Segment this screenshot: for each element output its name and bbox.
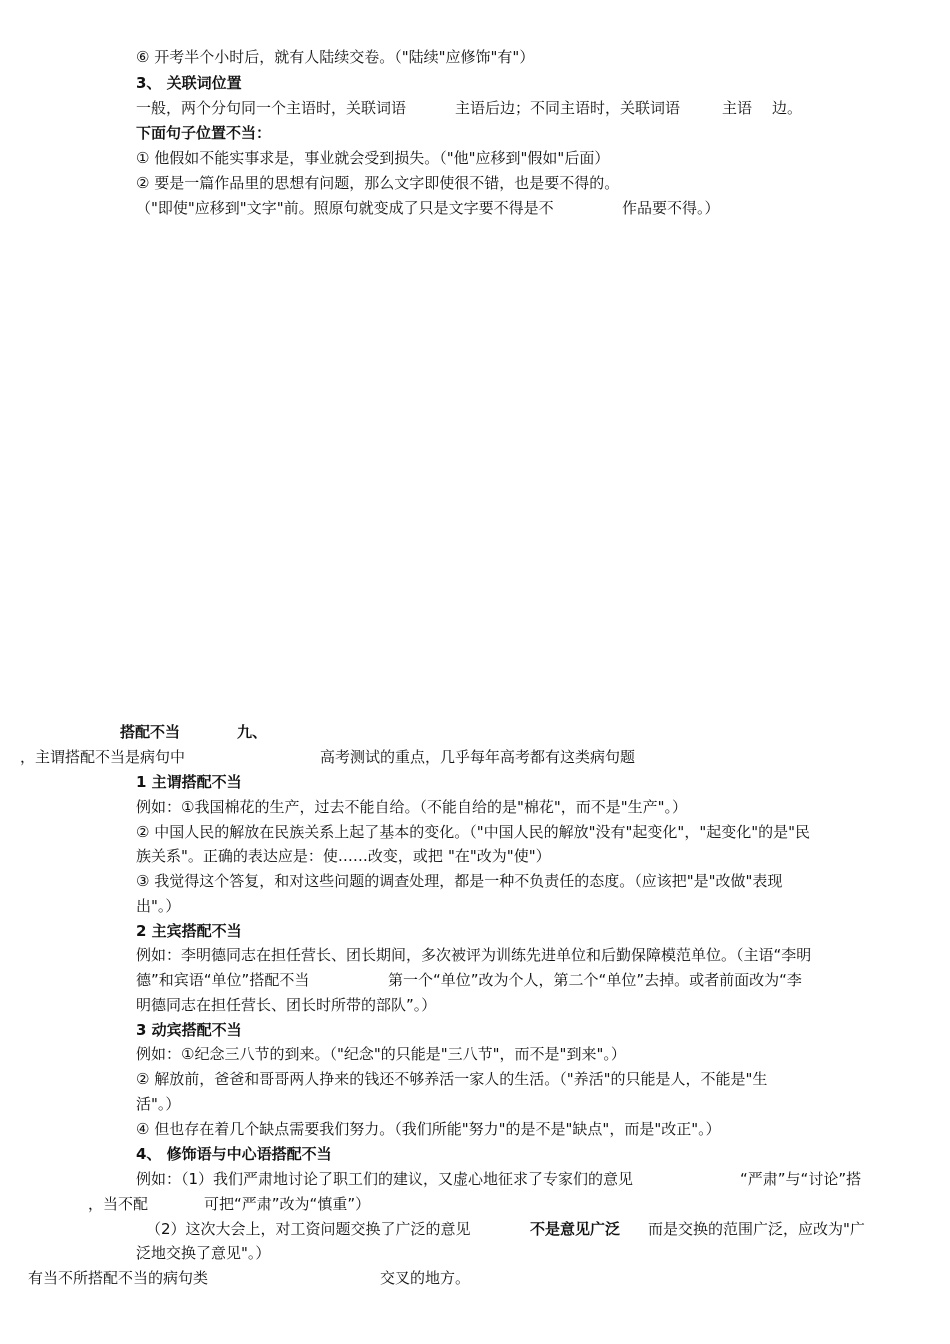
- text-line: ，主谓搭配不当是病句中: [20, 748, 186, 766]
- text-line: 高考测试的重点，几乎每年高考都有这类病句题: [320, 748, 636, 766]
- text-line: 下面句子位置不当：: [136, 124, 272, 142]
- section-title: 搭配不当: [120, 723, 181, 741]
- text-line: 主语后边；不同主语时，关联词语: [455, 99, 681, 117]
- text-line: （"即使"应移到"文字"前。照原句就变成了只是文字要不得是不: [136, 199, 554, 217]
- text-line: 泛地交换了意见"。）: [136, 1244, 271, 1262]
- section-number: 九、: [237, 723, 268, 741]
- text-line: 一般，两个分句同一个主语时，关联词语: [136, 99, 407, 117]
- text-line: 例如：①纪念三八节的到来。（"纪念"的只能是"三八节"，而不是"到来"。）: [136, 1045, 626, 1063]
- text-line: 德”和宾语“单位”搭配不当: [136, 971, 310, 989]
- text-line: 交叉的地方。: [380, 1269, 471, 1287]
- text-line: 族关系"。正确的表达应是：使……改变，或把: [136, 847, 443, 865]
- text-line: ① 他假如不能实事求是，事业就会受到损失。（"他"应移到"假如"后面）: [136, 149, 610, 167]
- text-line: 出"。）: [136, 897, 181, 915]
- text-line: 第一个“单位”改为个人，第二个“单位”去掉。或者前面改为“李: [388, 971, 802, 989]
- text-line: 例如：李明德同志在担任营长、团长期间，多次被评为训练先进单位和后勤保障模范单位。（主语“李明: [136, 946, 812, 964]
- section-heading: 3、 关联词位置: [136, 74, 242, 92]
- text-line: “严肃”与“讨论”搭: [740, 1170, 862, 1188]
- text-line: ② 中国人民的解放在民族关系上起了基本的变化。（"中国人民的解放"没有"起变化"，"起变化"的是"民: [136, 823, 811, 841]
- text-line: ④ 但也存在着几个缺点需要我们努力。（我们所能"努力"的是不是"缺点"，而是"改正"。）: [136, 1120, 721, 1138]
- subheading: 4、 修饰语与中心语搭配不当: [136, 1145, 332, 1163]
- text-line: 不是意见广泛: [530, 1220, 621, 1238]
- text-line: （2）这次大会上，对工资问题交换了广泛的意见: [146, 1220, 471, 1238]
- text-line: 可把“严肃”改为“慎重”）: [204, 1195, 371, 1213]
- text-line: 而是交换的范围广泛，应改为"广: [648, 1220, 865, 1238]
- subheading: 1 主谓搭配不当: [136, 773, 242, 791]
- text-line: 主语: [722, 99, 753, 117]
- text-line: ② 要是一篇作品里的思想有问题，那么文字即使很不错，也是要不得的。: [136, 174, 620, 192]
- text-line: ⑥ 开考半个小时后，就有人陆续交卷。（"陆续"应修饰"有"）: [136, 48, 535, 66]
- text-line: 活"。）: [136, 1095, 181, 1113]
- text-line: 作品要不得。）: [622, 199, 720, 217]
- text-line: 边。: [772, 99, 803, 117]
- text-line: 例如：①我国棉花的生产，过去不能自给。（不能自给的是"棉花"，而不是"生产"。）: [136, 798, 688, 816]
- text-line: ③ 我觉得这个答复，和对这些问题的调查处理，都是一种不负责任的态度。（应该把"是"改做"表现: [136, 872, 783, 890]
- subheading: 2 主宾搭配不当: [136, 922, 242, 940]
- text-line: ，当不配: [88, 1195, 149, 1213]
- subheading: 3 动宾搭配不当: [136, 1021, 242, 1039]
- text-line: 明德同志在担任营长、团长时所带的部队”。）: [136, 996, 437, 1014]
- text-line: 有当不所搭配不当的病句类: [28, 1269, 209, 1287]
- text-line: ② 解放前，爸爸和哥哥两人挣来的钱还不够养活一家人的生活。（"养活"的只能是人，不能是"生: [136, 1070, 768, 1088]
- text-line: "在"改为"使"）: [448, 847, 551, 865]
- text-line: 例如：（1）我们严肃地讨论了职工们的建议，又虚心地征求了专家们的意见: [136, 1170, 634, 1188]
